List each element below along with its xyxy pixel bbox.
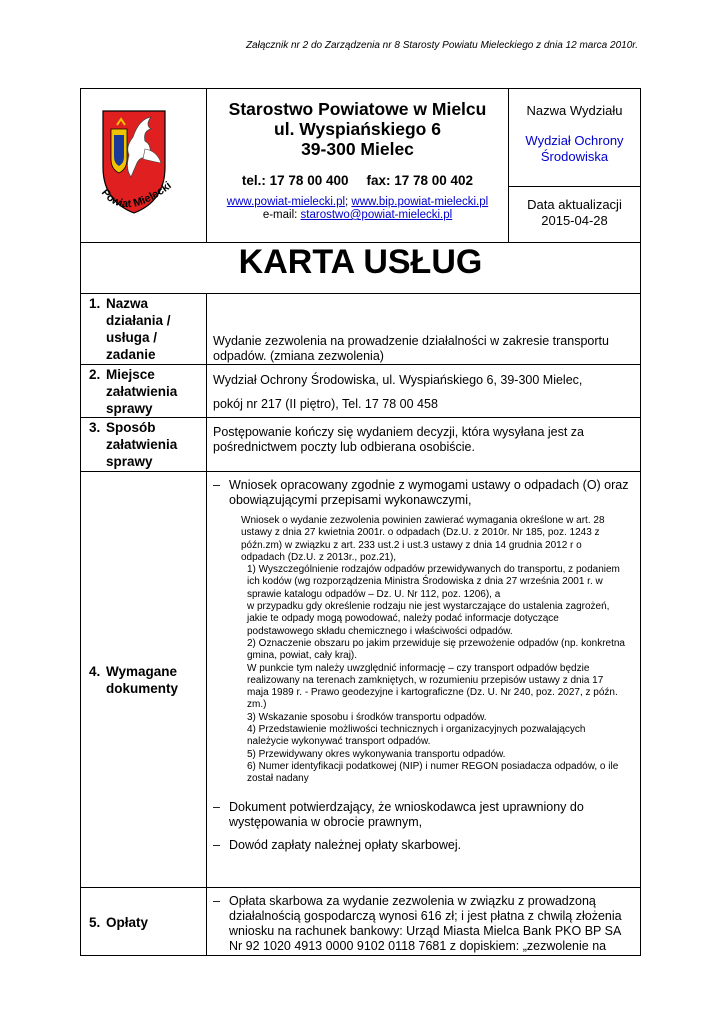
section-1-label-1: Nazwa xyxy=(106,296,149,311)
requirement-2a: 2) Oznaczenie obszaru po jakim przewiduje się przewożenie odpadów (np. konkretna gmina, powiat, cały kraj). xyxy=(247,637,625,662)
fee-info xyxy=(207,894,634,954)
section-2-value xyxy=(207,365,641,418)
web-links xyxy=(207,196,508,222)
section-2-text-2: pokój nr 217 (II piętro), Tel. 17 78 00 458 xyxy=(213,397,438,411)
section-4-number: 4. xyxy=(89,664,101,679)
section-1-label xyxy=(81,294,207,365)
requirement-5: 5) Przewidywany okres wykonywania transportu odpadów. xyxy=(247,748,506,760)
website-link[interactable]: www.powiat-mielecki.pl xyxy=(226,196,346,208)
dash-1: – xyxy=(213,478,220,492)
department-label: Nazwa Wydziału xyxy=(526,103,623,118)
section-4-label-2: dokumenty xyxy=(106,681,179,696)
annex-note: Załącznik nr 2 do Zarządzenia nr 8 Starosty Powiatu Mieleckiego z dnia 12 marca 2010r. xyxy=(245,40,638,51)
section-4-label-1: Wymagane xyxy=(106,664,178,679)
contact-numbers xyxy=(207,173,508,188)
section-5-number: 5. xyxy=(89,914,101,930)
required-doc-1-text: Wniosek opracowany zgodnie z wymogami ustawy o odpadach (O) oraz obowiązującymi przepisami wykonawczymi, xyxy=(229,478,629,507)
header-row xyxy=(81,89,641,243)
section-3-text: Postępowanie kończy się wydaniem decyzji, która wysyłana jest za pośrednictwem poczty lub odbierana osobiście. xyxy=(213,425,585,454)
section-3-number: 3. xyxy=(89,420,101,435)
requirement-6: 6) Numer identyfikacji podatkowej (NIP) i numer REGON posiadacza odpadów, o ile został nadany xyxy=(247,760,619,785)
update-date-label: Data aktualizacji xyxy=(527,197,622,212)
update-date-value: 2015-04-28 xyxy=(541,213,608,228)
fax: fax: 17 78 00 402 xyxy=(366,173,474,188)
section-5-label-text: Opłaty xyxy=(106,914,149,930)
section-2-text-1: Wydział Ochrony Środowiska, ul. Wyspiańskiego 6, 39-300 Mielec, xyxy=(213,373,583,387)
update-date-box xyxy=(509,187,640,229)
section-3-label xyxy=(81,418,207,472)
dash-fee: – xyxy=(213,894,220,908)
section-4-label xyxy=(81,472,207,888)
logo-text: Powiat Mielecki xyxy=(98,179,174,211)
required-doc-2 xyxy=(207,800,634,830)
inst-line-1: Starostwo Powiatowe w Mielcu xyxy=(228,99,487,119)
institution-cell xyxy=(207,89,509,243)
section-3-label-1: Sposób xyxy=(106,420,156,435)
section-1-row xyxy=(81,294,641,365)
department-name-line-1: Wydział Ochrony xyxy=(525,133,624,148)
requirement-2b: W punkcie tym należy uwzględnić informację – czy transport odpadów będzie realizowany na terenach zamkniętych, w rozumieniu przepisów ustawy z dnia 17 maja 1989 r. - Prawo geodezyjne i kartograficzne (Dz. U. Nr 240, poz. 2027, z późn. zm.) xyxy=(247,662,618,711)
section-2-label-2: załatwienia xyxy=(106,384,178,399)
requirements-intro: Wniosek o wydanie zezwolenia powinien zawierać wymagania określone w art. 28 ustawy z dnia 27 kwietnia 2001r. o odpadach (Dz.U. z 2010r. Nr 185, poz. 1243 z późn.zm) w związku z art. 233 ust.2 i ust.3 ustawy z dnia 14 grudnia 2012 r o odpadach (Dz.U. z 2013r., poz.21), xyxy=(241,515,605,563)
section-5-value xyxy=(207,888,641,956)
bip-link[interactable]: www.bip.powiat-mielecki.pl xyxy=(351,196,489,208)
section-2-label-3: sprawy xyxy=(106,401,153,416)
department-cell xyxy=(509,89,641,243)
institution-name xyxy=(207,89,508,159)
fee-text: Opłata skarbowa za wydanie zezwolenia w związku z prowadzoną działalnością gospodarczą wynosi 616 zł; i jest płatna z chwilą złożenia wniosku na rachunek bankowy: Urząd Miasta Mielca Bank PKO BP SA Nr 92 1020 4913 0000 9102 0118 7681 z dopiskiem: „zezwolenie na xyxy=(229,894,622,953)
title-row xyxy=(81,243,641,294)
department-name-line-2: Środowiska xyxy=(540,149,609,164)
required-doc-3-text: Dowód zapłaty należnej opłaty skarbowej. xyxy=(229,837,462,852)
section-1-text: Wydanie zezwolenia na prowadzenie działalności w zakresie transportu odpadów. (zmiana zezwolenia) xyxy=(213,334,609,363)
link-separator: ; xyxy=(345,196,352,208)
requirement-1b: w przypadku gdy określenie rodzaju nie jest wystarczające do ustalenia zagrożeń, jakie te odpady mogą powodować, należy podać informacje dotyczące podstawowego składu chemicznego i właściwości odpadów. xyxy=(247,601,610,637)
section-2-row xyxy=(81,365,641,418)
section-2-label-1: Miejsce xyxy=(106,367,155,382)
service-card-table xyxy=(80,88,641,956)
required-doc-2-text: Dokument potwierdzający, że wnioskodawca jest uprawniony do występowania w obrocie prawnym, xyxy=(229,799,584,829)
section-5-label xyxy=(81,888,207,956)
email-label: e-mail: xyxy=(262,209,301,221)
coat-of-arms-logo xyxy=(81,89,205,237)
requirement-1a: 1) Wyszczególnienie rodzajów odpadów przewidywanych do transportu, z podaniem ich kodów (wg rozporządzenia Ministra Środowiska z dnia 27 września 2001 r. w sprawie katalogu odpadów – Dz. U. Nr 112, poz. 1206), a xyxy=(247,564,620,600)
required-doc-1 xyxy=(207,478,634,508)
section-3-label-3: sprawy xyxy=(106,454,153,469)
requirement-3: 3) Wskazanie sposobu i środków transportu odpadów. xyxy=(247,711,487,723)
dash-2: – xyxy=(213,799,220,814)
section-4-row xyxy=(81,472,641,888)
required-doc-3 xyxy=(207,838,634,853)
section-2-label xyxy=(81,365,207,418)
dash-3: – xyxy=(213,837,220,852)
logo-cell xyxy=(81,89,207,243)
card-title: KARTA USŁUG xyxy=(81,243,641,294)
section-1-value xyxy=(207,294,641,365)
department-box xyxy=(509,89,640,187)
section-1-label-4: zadanie xyxy=(106,347,156,362)
section-3-row xyxy=(81,418,641,472)
section-5-row xyxy=(81,888,641,956)
section-1-label-3: usługa / xyxy=(106,330,158,345)
inst-line-2: ul. Wyspiańskiego 6 xyxy=(274,119,441,139)
section-3-value xyxy=(207,418,641,472)
email-link[interactable]: starostwo@powiat-mielecki.pl xyxy=(300,209,453,221)
section-1-number: 1. xyxy=(89,296,101,311)
phone: tel.: 17 78 00 400 xyxy=(241,173,349,188)
section-1-label-2: działania / xyxy=(106,313,171,328)
department-name xyxy=(509,133,640,165)
section-3-label-2: załatwienia xyxy=(106,437,178,452)
inst-line-3: 39-300 Mielec xyxy=(301,139,414,159)
application-requirements xyxy=(207,508,634,786)
section-2-number: 2. xyxy=(89,367,101,382)
requirement-4: 4) Przedstawienie możliwości technicznych i organizacyjnych pozwalających należycie wykonywać transport odpadów. xyxy=(247,724,586,748)
section-4-value xyxy=(207,472,641,888)
